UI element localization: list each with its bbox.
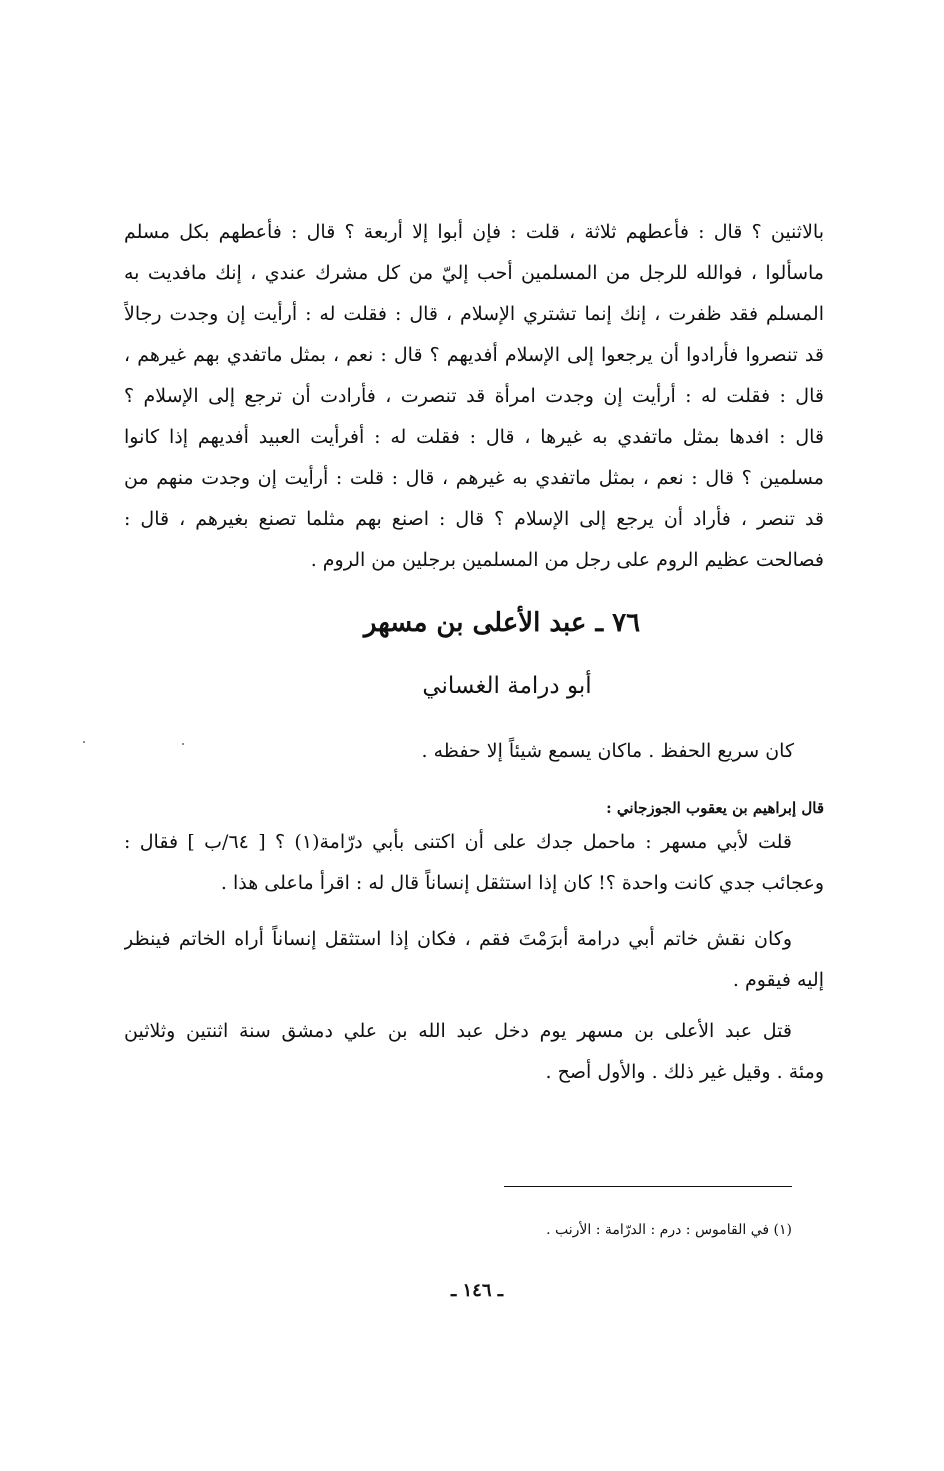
text-line: مسلمين ؟ قال : نعم ، بمثل ماتفدي به غيرهم ، قال : قلت : أرأيت إن وجدت منهم من — [124, 467, 824, 489]
description-sentence: كان سريع الحفظ . ماكان يسمع شيئاً إلا حفظه . — [421, 740, 794, 762]
text-line: قلت لأبي مسهر : ماحمل جدك على أن اكتنى بأبي درّامة(١) ؟ [ ٦٤/ب ] فقال : — [124, 831, 793, 853]
text-line: إليه فيقوم . — [732, 969, 824, 991]
text-line: فصالحت عظيم الروم على رجل من المسلمين برجلين من الروم . — [310, 549, 824, 571]
text-line: وكان نقش خاتم أبي درامة أبرَمْتَ فقم ، فكان إذا استثقل إنساناً أراه الخاتم فينظر — [124, 928, 792, 950]
text-line: بالاثنين ؟ قال : فأعطهم ثلاثة ، قلت : فإن أبوا إلا أربعة ؟ قال : فأعطهم بكل مسلم — [124, 221, 824, 243]
scan-speck — [182, 743, 184, 745]
page-number: ـ ١٤٦ ـ — [450, 1280, 504, 1301]
text-line: قال : فقلت له : أرأيت إن وجدت امرأة قد تنصرت ، فأرادت أن ترجع إلى الإسلام ؟ — [124, 385, 824, 407]
text-line: قال : افدها بمثل ماتفدي به غيرها ، قال : فقلت له : أفرأيت العبيد أفديهم إذا كانوا — [124, 426, 824, 448]
text-line: ماسألوا ، فوالله للرجل من المسلمين أحب إليّ من كل مشرك عندي ، إنك مافديت به — [124, 262, 824, 284]
paragraph-kunya — [124, 822, 824, 904]
paragraph-ring — [124, 919, 824, 1001]
narrator-line: قال إبراهيم بن يعقوب الجوزجاني : — [606, 799, 824, 817]
paragraph-death — [124, 1011, 824, 1093]
footnote: (١) في القاموس : درم : الدرّامة : الأرنب . — [546, 1222, 792, 1238]
text-line: قد تنصروا فأرادوا أن يرجعوا إلى الإسلام أفديهم ؟ قال : نعم ، بمثل ماتفدي بهم غيرهم ، — [124, 344, 824, 366]
text-line: المسلم فقد ظفرت ، إنك إنما تشتري الإسلام ، قال : فقلت له : أرأيت إن وجدت رجالاً — [124, 303, 824, 325]
text-line: قتل عبد الأعلى بن مسهر يوم دخل عبد الله بن علي دمشق سنة اثنتين وثلاثين — [124, 1020, 792, 1042]
scan-speck — [83, 741, 85, 743]
text-line: ومئة . وقيل غير ذلك . والأول أصح . — [545, 1061, 824, 1083]
text-line: قد تنصر ، فأراد أن يرجع إلى الإسلام ؟ قال : اصنع بهم مثلما تصنع بغيرهم ، قال : — [124, 508, 824, 530]
footnote-separator — [504, 1186, 792, 1187]
kunya-subheading: أبو درامة الغساني — [422, 673, 592, 699]
text-line: وعجائب جدي كانت واحدة ؟! كان إذا استثقل إنساناً قال له : اقرأ ماعلى هذا . — [220, 872, 824, 894]
paragraph-dialogue — [124, 212, 824, 581]
biography-heading: ٧٦ ـ عبد الأعلى بن مسهر — [363, 608, 641, 638]
